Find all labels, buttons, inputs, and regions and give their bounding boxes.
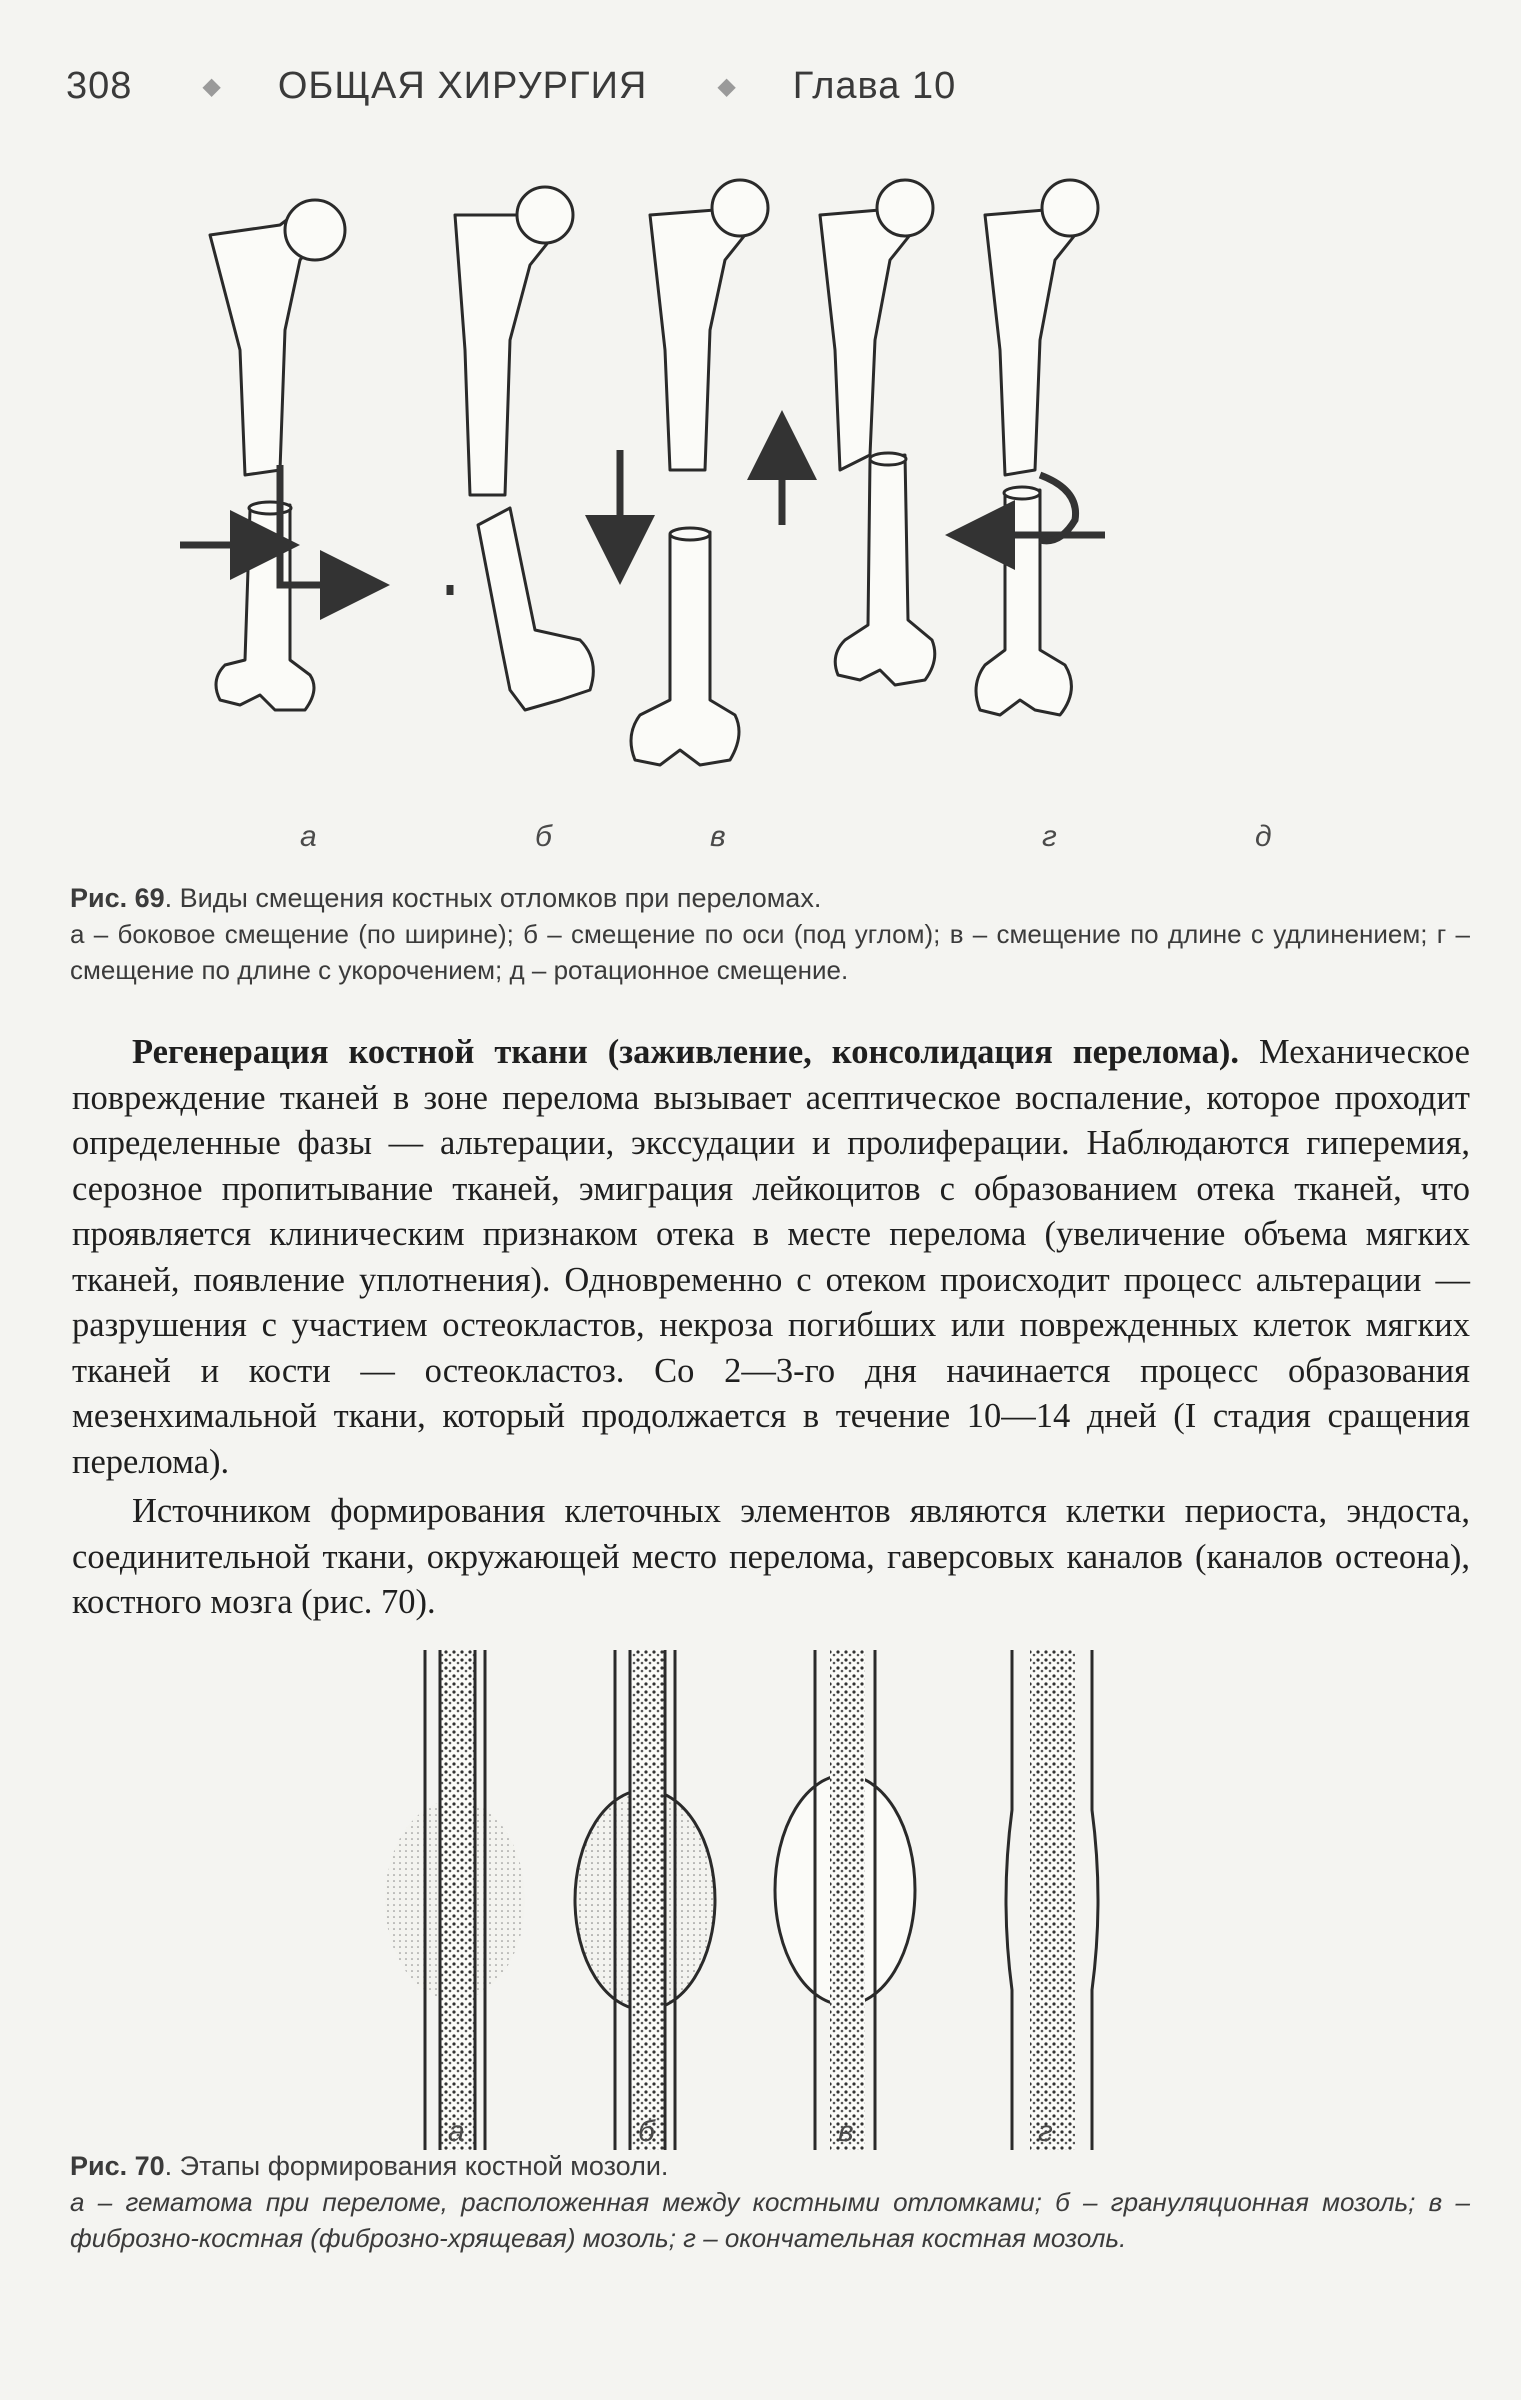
bone-a — [210, 200, 345, 710]
figure-69-letter-e: д — [1255, 820, 1272, 853]
figure-70-caption — [70, 2148, 1470, 2256]
paragraph — [72, 1030, 1470, 1485]
figure-69 — [180, 170, 1370, 870]
figure-69-caption — [70, 880, 1470, 988]
figure-70-letter-c: в — [838, 2115, 854, 2148]
paragraph-heading: Регенерация костной ткани (заживление, консолидация перелома). — [132, 1033, 1240, 1071]
caption-legend: а – гематома при переломе, расположенная между костными отломками; б – грануляционная мозоль; в – фиброзно-костная (фиброзно-хрящевая) мозоль; г – окончательная костная мозоль. — [70, 2187, 1470, 2253]
figure-69-letter-b: б — [535, 820, 552, 853]
book-title: ОБЩАЯ ХИРУРГИЯ — [277, 64, 648, 107]
bone-e — [976, 180, 1098, 715]
rotation-arrow-icon — [1040, 475, 1076, 541]
figure-70-letter-d: г — [1038, 2115, 1053, 2148]
paragraph-text: Механическое повреждение тканей в зоне перелома вызывает асептическое воспаление, которое проходит определенные фазы — альтерации, экссудации и пролиферации. Наблюдаются гиперемия, серозное пропитывание тканей, эмиграция лейкоцитов с образованием отека тканей, что проявляется клиническим признаком отека в месте перелома (увеличение объема мягких тканей, появление уплотнения). Одновременно с отеком происходит процесс альтерации — разрушения с участием остеокластов, некроза погибших или поврежденных клеток мягких тканей и кости — остеокластоз. Со 2—3-го дня начинается процесс образования мезенхимальной ткани, который продолжается в течение 10—14 дней (I стадия сращения перелома). — [72, 1033, 1470, 1481]
bone-d — [820, 180, 935, 685]
callus-stage-b — [575, 1650, 715, 2150]
running-head — [66, 56, 1066, 116]
bone-b — [455, 187, 593, 710]
figure-69-illustration — [180, 170, 1370, 870]
figure-70-illustration — [380, 1650, 1160, 2170]
callus-stage-c — [775, 1650, 915, 2150]
figure-69-letter-d: г — [1042, 820, 1057, 853]
figure-69-letter-c: в — [710, 820, 726, 853]
caption-legend: а – боковое смещение (по ширине); б – смещение по оси (под углом); в – смещение по длине с удлинением; г – смещение по длине с укорочением; д – ротационное смещение. — [70, 919, 1470, 985]
callus-stage-a — [385, 1650, 525, 2150]
page-number: 308 — [66, 64, 133, 107]
separator-diamond: ◆ — [717, 72, 737, 100]
figure-70-letter-b: б — [638, 2115, 655, 2148]
caption-title: . Виды смещения костных отломков при переломах. — [164, 883, 822, 913]
separator-diamond: ◆ — [202, 72, 222, 100]
paragraph: Источником формирования клеточных элементов являются клетки периоста, эндоста, соединительной ткани, окружающей место перелома, гаверсовых каналов (каналов остеона), костного мозга (рис. 70). — [72, 1492, 1470, 1621]
caption-label: Рис. 70 — [70, 2151, 165, 2181]
caption-label: Рис. 69 — [70, 883, 165, 913]
figure-70-letter-a: а — [448, 2115, 465, 2148]
caption-title: . Этапы формирования костной мозоли. — [164, 2151, 669, 2181]
callus-stage-d — [1006, 1650, 1098, 2150]
bone-c — [631, 180, 768, 765]
figure-70 — [380, 1650, 1160, 2170]
figure-69-letter-a: а — [300, 820, 317, 853]
chapter-label: Глава 10 — [792, 64, 957, 107]
body-text — [72, 1030, 1470, 1626]
